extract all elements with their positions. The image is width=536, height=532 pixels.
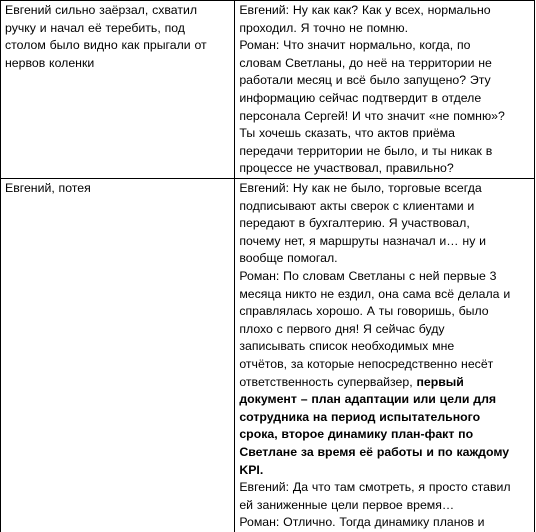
bold-text-line: срока, второе динамику план-факт по bbox=[239, 427, 474, 442]
text-line: передают в бухгалтерию. Я участвовал, bbox=[239, 216, 470, 231]
text-line: нервов коленки bbox=[5, 55, 95, 70]
text-line: справлялась хорошо. А ты говоришь, было bbox=[239, 304, 489, 319]
text-line: Евгений: Да что там смотреть, я просто ставил bbox=[239, 480, 511, 495]
text-line: проходил. Я точно не помню. bbox=[239, 20, 409, 35]
table-row bbox=[1, 179, 535, 532]
text-line: персонала Сергей! И что значит «не помню»? bbox=[239, 108, 505, 123]
text-line: Евгений: Ну как как? Как у всех, нормально bbox=[239, 3, 491, 17]
table-row bbox=[1, 1, 535, 179]
bold-text-line: сотрудника на период испытательного bbox=[239, 409, 481, 424]
text-line: Евгений, потея bbox=[5, 181, 91, 195]
text-line: ей заниженные цели первое время… bbox=[239, 497, 455, 512]
text-line: Роман: Что значит нормально, когда, по bbox=[239, 38, 471, 53]
text-line: столом было видно как прыгали от bbox=[5, 38, 207, 53]
bold-text-line: документ – план адаптации или цели для bbox=[239, 392, 497, 407]
text-line bbox=[239, 374, 531, 392]
text-line: Евгений сильно заёрзал, схватил bbox=[5, 3, 198, 17]
text-line: вообще помогал. bbox=[239, 251, 338, 266]
dialogue-cell bbox=[235, 179, 535, 532]
text-line: Евгений: Ну как не было, торговые всегда bbox=[239, 181, 482, 195]
bold-text-fragment: первый bbox=[416, 374, 464, 389]
bold-text-line: KPI. bbox=[239, 462, 264, 477]
text-line: информацию сейчас подтвердит в отделе bbox=[239, 90, 482, 105]
text-line: Роман: Отлично. Тогда динамику планов и bbox=[239, 515, 485, 530]
text-line: словам Светланы, до неё на территории не bbox=[239, 55, 492, 70]
text-fragment: ответственность супервайзер, bbox=[239, 374, 417, 389]
text-line: Ты хочешь сказать, что актов приёма bbox=[239, 126, 455, 141]
text-line: отчётов, за которые непосредственно несёт bbox=[239, 356, 494, 371]
text-line: плохо с первого дня! Я сейчас буду bbox=[239, 321, 445, 336]
text-line: подписывают акты сверок с клиентами и bbox=[239, 198, 475, 213]
text-line: записывать список необходимых мне bbox=[239, 339, 455, 354]
text-line: работали месяц и всё было запущено? Эту bbox=[239, 73, 491, 88]
text-line: почему нет, я маршруты назначал и… ну и bbox=[239, 233, 487, 248]
dialogue-cell bbox=[235, 1, 535, 179]
text-line: Роман: По словам Светланы с ней первые 3 bbox=[239, 268, 497, 283]
text-line: процессе не участвовал, правильно? bbox=[239, 161, 454, 176]
stage-direction-cell bbox=[1, 1, 235, 179]
text-line: ручку и начал её теребить, под bbox=[5, 20, 185, 35]
bold-text-line: Светлане за время её работы и по каждому bbox=[239, 444, 510, 459]
stage-direction-cell bbox=[1, 179, 235, 532]
text-line: месяца никто не ездил, она сама всё делала и bbox=[239, 286, 511, 301]
text-line: передачи территории не было, и ты никак в bbox=[239, 143, 493, 158]
